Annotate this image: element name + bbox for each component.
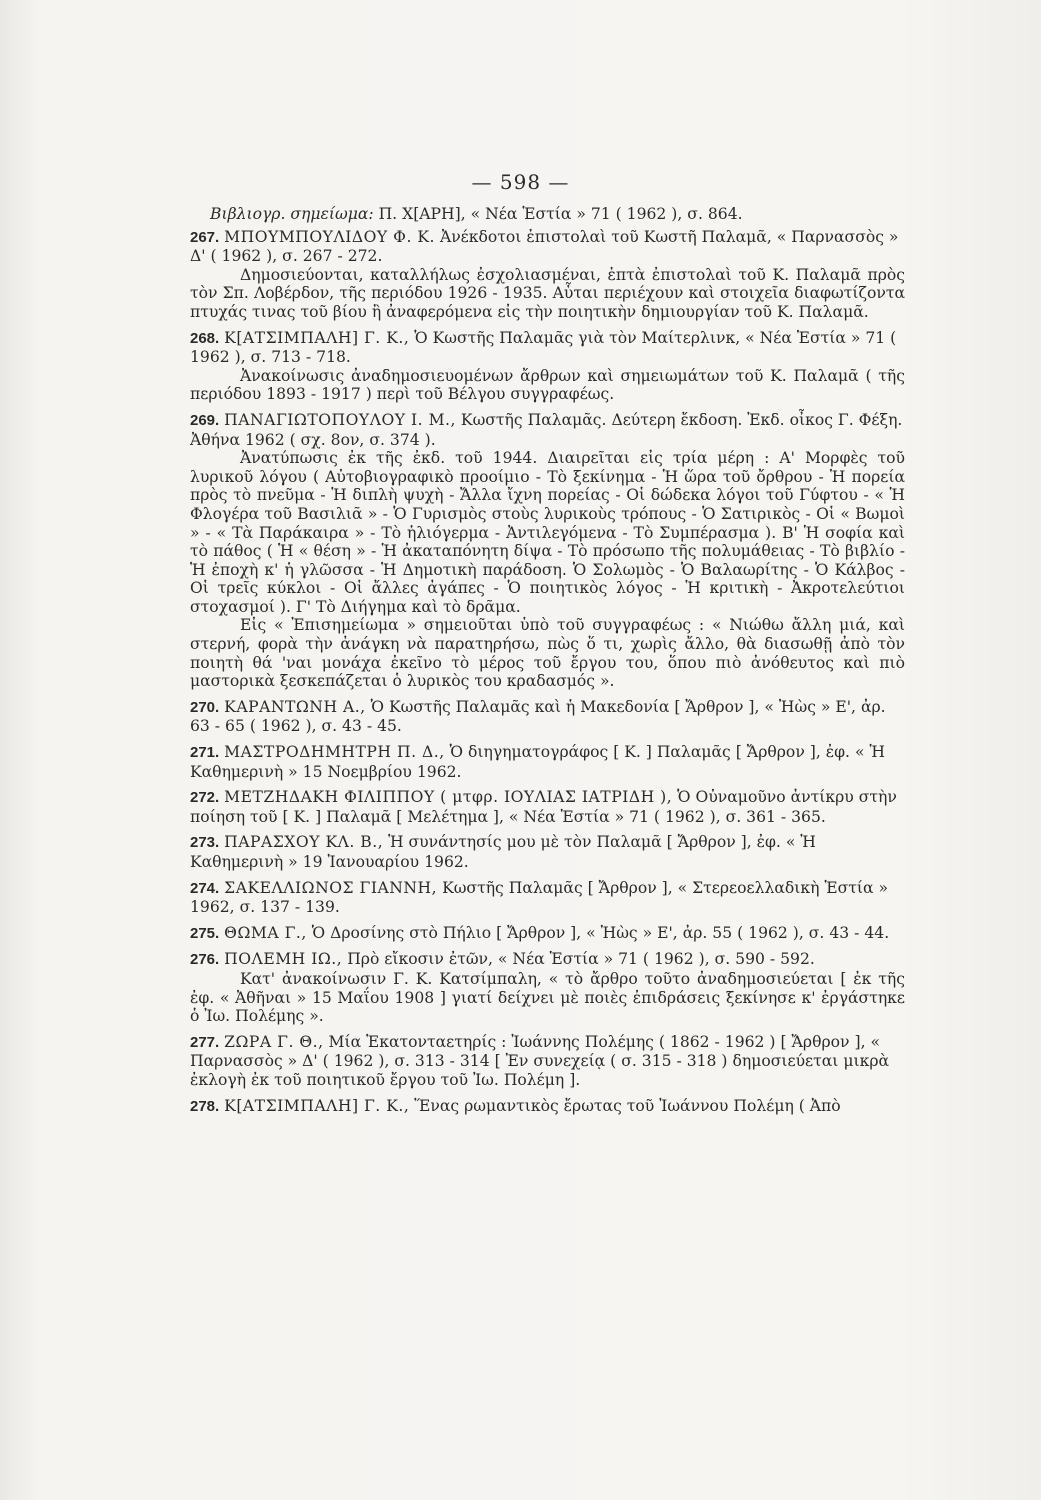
entry-annotation: Δημοσιεύονται, καταλλήλως ἐσχολιασμέναι, ἑπτὰ ἐπιστολαὶ τοῦ Κ. Παλαμᾶ πρὸς τὸν Σπ. Λοβέρδον, τῆς περιόδου 1926 - 1935. Αὗται περιέχουν καὶ στοιχεῖα διαφωτίζοντα πτυχάς τινας τοῦ βίου ἢ ἀναφερόμενα εἰς τὴν ποιητικὴν δημιουργίαν τοῦ Κ. Παλαμᾶ.: [190, 265, 905, 321]
bibliography-entry: [190, 879, 905, 917]
entry-heading: [190, 1033, 905, 1090]
bibliography-entry: [190, 1097, 905, 1117]
entry-author: ΜΕΤΖΗΔΑΚΗ ΦΙΛΙΠΠΟΥ ( μτφρ. ΙΟΥΛΙΑΣ ΙΑΤΡΙΔΗ ),: [224, 788, 673, 807]
entry-number: 271.: [190, 744, 220, 762]
entry-citation: Ὁ Κωστῆς Παλαμᾶς γιὰ τὸν Μαίτερλινκ, « Νέα Ἑστία » 71 ( 1962 ), σ. 713 - 718.: [190, 328, 897, 367]
bibliography-note: [210, 205, 905, 224]
bibliography-entry: [190, 743, 905, 781]
entry-citation: Ὁ διηγηματογράφος [ Κ. ] Παλαμᾶς [ Ἄρθρον ], ἐφ. « Ἡ Καθημερινὴ » 15 Νοεμβρίου 1962.: [190, 743, 885, 781]
entry-heading: [190, 833, 905, 871]
entry-annotation: Εἰς « Ἐπισημείωμα » σημειοῦται ὑπὸ τοῦ συγγραφέως : « Νιώθω ἄλλη μιά, καὶ στερνή, φορὰ τὴν ἀνάγκη νὰ παρατηρήσω, πὼς ὅ τι, χωρὶς ἄλλο, θὰ διασωθῇ ἀπὸ τὸν ποιητὴ θά 'ναι μονάχα ἐκεῖνο τὸ μέρος τοῦ ἔργου του, ὅπου πιὸ ἀνόθευτος καὶ πιὸ μαστορικὰ ξεσκεπάζεται ὁ λυρικὸς του κραδασμός ».: [190, 616, 905, 691]
entry-number: 278.: [190, 1097, 220, 1115]
bibliography-entry: [190, 228, 905, 322]
entry-author: ΜΑΣΤΡΟΔΗΜΗΤΡΗ Π. Δ.,: [224, 743, 445, 762]
entry-heading: [190, 228, 905, 266]
entry-citation: Ἕνας ρωμαντικὸς ἔρωτας τοῦ Ἰωάννου Πολέμη ( Ἀπὸ: [409, 1096, 841, 1115]
entry-heading: [190, 788, 905, 826]
entry-citation: Κωστῆς Παλαμᾶς. Δεύτερη ἔκδοση. Ἐκδ. οἶκος Γ. Φέξη. Ἀθήνα 1962 ( σχ. 8ον, σ. 374 ).: [190, 410, 903, 449]
entry-citation: Ὁ Δροσίνης στὸ Πήλιο [ Ἄρθρον ], « Ἠὼς » Ε', ἀρ. 55 ( 1962 ), σ. 43 - 44.: [306, 923, 890, 942]
entry-citation: Ἡ συνάντησίς μου μὲ τὸν Παλαμᾶ [ Ἄρθρον ], ἐφ. « Ἡ Καθημερινὴ » 19 Ἰανουαρίου 1962.: [190, 833, 816, 871]
entry-number: 267.: [190, 228, 220, 246]
entry-annotation: Ἀνακοίνωσις ἀναδημοσιευομένων ἄρθρων καὶ σημειωμάτων τοῦ Κ. Παλαμᾶ ( τῆς περιόδου 1893 - 1917 ) περὶ τοῦ Βέλγου συγγραφέως.: [190, 366, 905, 404]
entry-number: 269.: [190, 411, 220, 429]
entry-citation: Πρὸ εἴκοσιν ἐτῶν, « Νέα Ἑστία » 71 ( 1962 ), σ. 590 - 592.: [342, 950, 815, 969]
page-number: — 598 —: [471, 170, 570, 194]
bibliography-entry: [190, 833, 905, 871]
entry-number: 277.: [190, 1033, 220, 1051]
entry-number: 272.: [190, 789, 220, 807]
entry-heading: [190, 698, 905, 736]
bibliography-list: [190, 205, 905, 1123]
entry-citation: Ἀνέκδοτοι ἐπιστολαὶ τοῦ Κωστῆ Παλαμᾶ, « Παρνασσὸς » Δ' ( 1962 ), σ. 267 - 272.: [190, 227, 899, 266]
entry-heading: [190, 924, 905, 944]
entry-author: ΜΠΟΥΜΠΟΥΛΙΔΟΥ Φ. Κ.: [224, 227, 435, 246]
entry-author: ΖΩΡΑ Γ. Θ.,: [224, 1032, 324, 1051]
bibliography-entry: [190, 924, 905, 944]
entry-heading: [190, 1097, 905, 1117]
entry-annotation: Ἀνατύπωσις ἐκ τῆς ἐκδ. τοῦ 1944. Διαιρεῖται εἰς τρία μέρη : Α' Μορφὲς τοῦ λυρικοῦ λόγου ( Αὐτοβιογραφικὸ προοίμιο - Τὸ ξεκίνημα - Ἡ ὥρα τοῦ ὄρθρου - Ἡ πορεία πρὸς τὸ πνεῦμα - Ἡ διπλὴ ψυχὴ - Ἄλλα ἴχνη πορείας - Οἱ δώδεκα λόγοι τοῦ Γύφτου - « Ἡ Φλογέρα τοῦ Βασιλιᾶ » - Ὁ Γυρισμὸς στοὺς λυρικοὺς τρόπους - Ὁ Σατιρικὸς - Οἱ « Βωμοὶ » - « Τὰ Παράκαιρα » - Τὸ ἡλιόγερμα - Ἀντιλεγόμενα - Τὸ Συμπέρασμα ). Β' Ἡ σοφία καὶ τὸ πάθος ( Ἡ « θέση » - Ἡ ἀκαταπόνητη δίψα - Τὸ πρόσωπο τῆς πολυμάθειας - Τὸ βιβλίο - Ἡ ἐποχὴ κ' ἡ γλῶσσα - Ἡ Δημοτικὴ παράδοση. Ὁ Σολωμὸς - Ὁ Βαλαωρίτης - Ὁ Κάλβος - Οἱ τρεῖς κύκλοι - Οἱ ἄλλες ἀγάπες - Ὁ ποιητικὸς λόγος - Ἡ κριτικὴ - Ἀκροτελεύτιοι στοχασμοί ). Γ' Τὸ Διήγημα καὶ τὸ δρᾶμα.: [190, 449, 905, 616]
entry-citation: Κωστῆς Παλαμᾶς [ Ἄρθρον ], « Στερεοελλαδικὴ Ἑστία » 1962, σ. 137 - 139.: [190, 878, 888, 917]
entry-citation: Ὁ Κωστῆς Παλαμᾶς καὶ ἡ Μακεδονία [ Ἄρθρον ], « Ἠὼς » Ε', ἀρ. 63 - 65 ( 1962 ), σ. 43 - 45.: [190, 697, 886, 736]
bibliography-entry: [190, 698, 905, 736]
bibliography-entry: [190, 411, 905, 691]
note-text: Π. Χ[ΑΡΗ], « Νέα Ἑστία » 71 ( 1962 ), σ. 864.: [373, 205, 743, 223]
entry-citation: Ὁ Οὐναμοῦνο ἀντίκρυ στὴν ποίηση τοῦ [ Κ. ] Παλαμᾶ [ Μελέτημα ], « Νέα Ἑστία » 71 ( 1962 ), σ. 361 - 365.: [190, 788, 897, 826]
entry-author: ΠΑΡΑΣΧΟΥ ΚΛ. Β.,: [224, 833, 384, 852]
entry-citation: Μία Ἑκατονταετηρίς : Ἰωάννης Πολέμης ( 1862 - 1962 ) [ Ἄρθρον ], « Παρνασσὸς » Δ' ( 1962 ), σ. 313 - 314 [ Ἐν συνεχείᾳ ( σ. 315 - 318 ) δημοσιεύεται μικρὰ ἐκλογὴ ἐκ τοῦ ποιητικοῦ ἔργου τοῦ Ἰω. Πολέμη ].: [190, 1032, 890, 1089]
bibliography-entry: [190, 329, 905, 404]
entry-heading: [190, 879, 905, 917]
entry-number: 273.: [190, 834, 220, 852]
entry-number: 276.: [190, 951, 220, 969]
bibliography-entry: [190, 950, 905, 1025]
entry-author: Κ[ΑΤΣΙΜΠΑΛΗ] Γ. Κ.,: [224, 328, 410, 347]
entries-container: [190, 228, 905, 1117]
entry-annotation: Κατ' ἀνακοίνωσιν Γ. Κ. Κατσίμπαλη, « τὸ ἄρθρο τοῦτο ἀναδημοσιεύεται [ ἐκ τῆς ἐφ. « Ἀθῆναι » 15 Μαΐου 1908 ] γιατί δείχνει μὲ ποιὲς ἐπιδράσεις ξεκίνησε κ' ἐργάστηκε ὁ Ἰω. Πολέμης ».: [190, 969, 905, 1026]
entry-number: 275.: [190, 924, 220, 942]
entry-number: 270.: [190, 698, 220, 716]
entry-heading: [190, 950, 905, 970]
entry-author: ΣΑΚΕΛΛΙΩΝΟΣ ΓΙΑΝΝΗ,: [224, 878, 438, 897]
entry-heading: [190, 411, 905, 449]
entry-heading: [190, 743, 905, 781]
note-label: Βιβλιογρ. σημείωμα:: [210, 205, 374, 223]
entry-author: ΠΑΝΑΓΙΩΤΟΠΟΥΛΟΥ Ι. Μ.,: [224, 410, 456, 429]
bibliography-entry: [190, 1033, 905, 1090]
entry-author: ΘΩΜΑ Γ.,: [224, 923, 307, 942]
entry-number: 268.: [190, 329, 220, 347]
entry-author: ΚΑΡΑΝΤΩΝΗ Α.,: [224, 697, 366, 716]
entry-author: ΠΟΛΕΜΗ ΙΩ.,: [224, 950, 343, 969]
bibliography-entry: [190, 788, 905, 826]
entry-number: 274.: [190, 879, 220, 897]
entry-author: Κ[ΑΤΣΙΜΠΑΛΗ] Γ. Κ.,: [224, 1096, 410, 1115]
entry-heading: [190, 329, 905, 367]
